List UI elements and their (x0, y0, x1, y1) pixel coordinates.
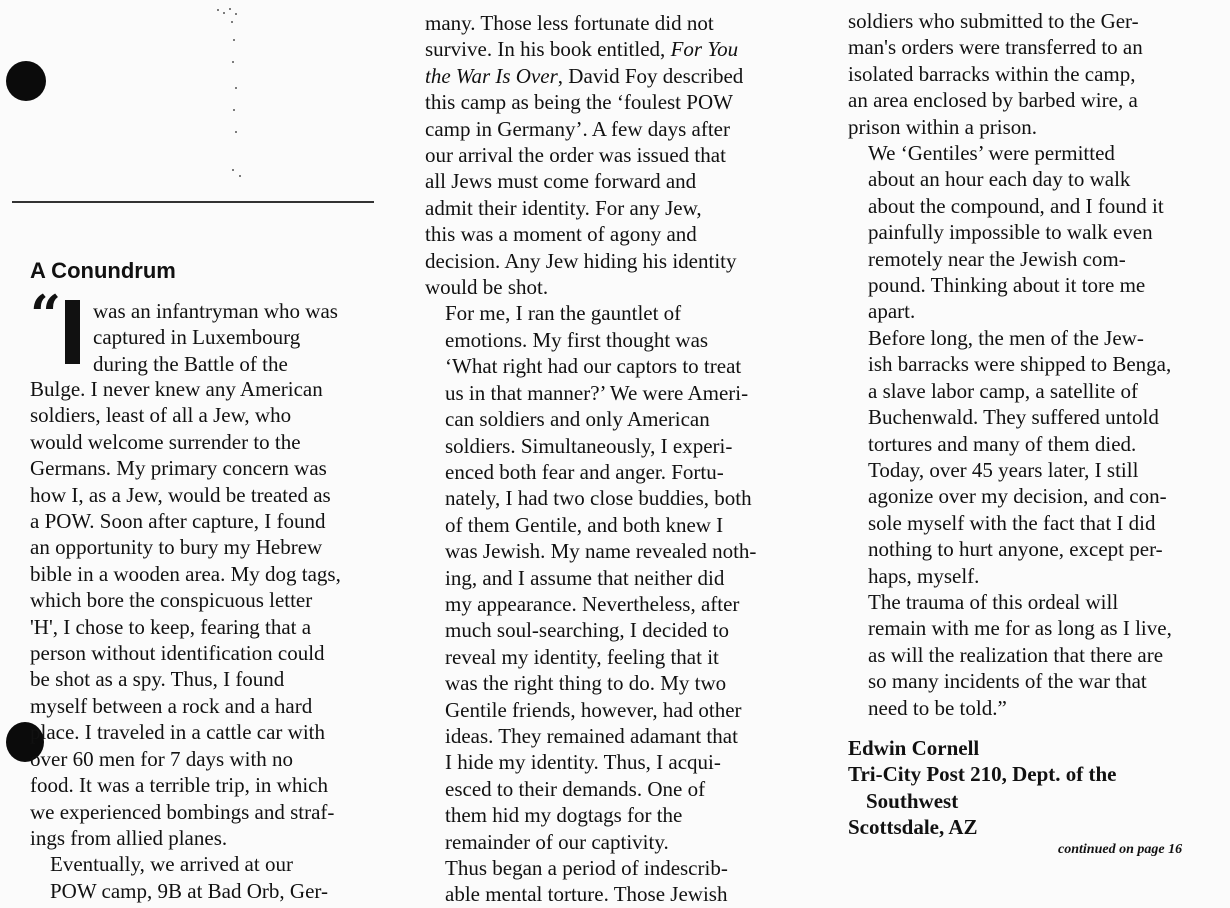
text-line: would be shot. (425, 275, 549, 300)
text-line: I hide my identity. Thus, I acqui- (445, 750, 721, 775)
text-line: esced to their demands. One of (445, 776, 706, 801)
text-line: nately, I had two close buddies, both (445, 486, 752, 511)
text-line: bible in a wooden area. My dog tags, (30, 561, 341, 586)
continued-note: continued on page 16 (1058, 842, 1183, 857)
text-line: our arrival the order was issued that (425, 143, 726, 168)
section-rule (12, 201, 374, 203)
author-location: Scottsdale, AZ (848, 815, 978, 840)
text-line: an area enclosed by barbed wire, a (848, 88, 1138, 113)
lead-paragraph (30, 283, 375, 378)
lead-lines (93, 298, 383, 377)
text-line: ings from allied planes. (30, 825, 228, 850)
text-line: haps, myself. (868, 563, 980, 588)
book-title: the War Is Over (425, 63, 558, 88)
paragraph (848, 8, 1210, 140)
text-line: POW camp, 9B at Bad Orb, Ger- (50, 878, 328, 903)
text-line: We ‘Gentiles’ were permitted (868, 141, 1115, 166)
column-2 (425, 10, 785, 908)
text-line: Before long, the men of the Jew- (868, 325, 1144, 350)
scan-specks (200, 0, 260, 190)
text-line (425, 63, 785, 89)
text-line: was Jewish. My name revealed noth- (445, 539, 757, 564)
text-line: isolated barracks within the camp, (848, 61, 1136, 86)
text-line: this was a moment of agony and (425, 222, 697, 247)
text-line: captured in Luxembourg (93, 325, 301, 350)
text-line: over 60 men for 7 days with no (30, 746, 294, 771)
text-line: painfully impossible to walk even (868, 220, 1153, 245)
text-line: us in that manner?’ We were Ameri- (445, 380, 749, 405)
text-line: soldiers. Simultaneously, I experi- (445, 433, 733, 458)
author-name: Edwin Cornell (848, 735, 980, 760)
text-line: an opportunity to bury my Hebrew (30, 535, 323, 560)
text-line: during the Battle of the (93, 351, 288, 376)
text-line: remainder of our captivity. (445, 829, 669, 854)
paragraph (425, 10, 785, 300)
text-line: food. It was a terrible trip, in which (30, 773, 328, 798)
text-line: pound. Thinking about it tore me (868, 273, 1146, 298)
text-line: ish barracks were shipped to Benga, (868, 352, 1172, 377)
text-line: many. Those less fortunate did not (425, 11, 714, 35)
text-line: The trauma of this ordeal will (868, 589, 1119, 614)
text-line: be shot as a spy. Thus, I found (30, 667, 285, 692)
text-line: much soul-searching, I decided to (445, 618, 729, 643)
text-line: about the compound, and I found it (868, 193, 1164, 218)
text-line: Thus began a period of indescrib- (445, 856, 728, 880)
punch-hole-top (6, 61, 46, 101)
text-line: sole myself with the fact that I did (868, 510, 1156, 535)
text-line: Buchenwald. They suffered untold (868, 405, 1159, 430)
text-line: ideas. They remained adamant that (445, 723, 738, 748)
text-line: Bulge. I never knew any American (30, 377, 323, 401)
book-title: For You (670, 37, 739, 62)
text-line: which bore the conspicuous letter (30, 588, 313, 613)
text-line: able mental torture. Those Jewish (445, 882, 728, 907)
text-line: ‘What right had our captors to treat (445, 354, 742, 379)
text-line: nothing to hurt anyone, except per- (868, 537, 1163, 562)
text-line: emotions. My first thought was (445, 327, 709, 352)
text-line: remotely near the Jewish com- (868, 246, 1126, 271)
author-post-line1: Tri-City Post 210, Dept. of the (848, 762, 1117, 787)
text-line: 'H', I chose to keep, fearing that a (30, 614, 312, 639)
text-line: Germans. My primary concern was (30, 456, 327, 481)
paragraph (848, 457, 1210, 589)
text-line: was an infantryman who was (93, 299, 338, 323)
text-line: this camp as being the ‘foulest POW (425, 90, 733, 115)
text-line: reveal my identity, feeling that it (445, 644, 719, 669)
text-line: of them Gentile, and both knew I (445, 512, 724, 537)
text-line: myself between a rock and a hard (30, 693, 313, 718)
text-line: about an hour each day to walk (868, 167, 1131, 192)
text-line: agonize over my decision, and con- (868, 484, 1167, 509)
text-line: my appearance. Nevertheless, after (445, 591, 740, 616)
text-line: a POW. Soon after capture, I found (30, 509, 326, 534)
text-line: decision. Any Jew hiding his identity (425, 248, 737, 273)
text-line: person without identification could (30, 641, 325, 666)
text-line: admit their identity. For any Jew, (425, 195, 702, 220)
text-line: so many incidents of the war that (868, 669, 1147, 694)
text-line (425, 36, 785, 62)
drop-cap-i (65, 300, 80, 364)
text-line: Today, over 45 years later, I still (868, 457, 1139, 482)
paragraph (30, 376, 375, 851)
paragraph (425, 300, 785, 855)
text-line: place. I traveled in a cattle car with (30, 720, 326, 745)
column-1-body (30, 376, 375, 904)
article-heading: A Conundrum (30, 258, 176, 283)
text-line: we experienced bombings and straf- (30, 799, 335, 824)
paragraph (425, 855, 785, 908)
text-line: was the right thing to do. My two (445, 671, 727, 696)
author-post-line2: Southwest (866, 788, 959, 813)
open-quote-mark: “ (30, 283, 62, 347)
text-line: would welcome surrender to the (30, 429, 301, 454)
paragraph (848, 140, 1210, 325)
text-line: them hid my dogtags for the (445, 803, 683, 828)
column-3 (848, 8, 1210, 841)
line-text: survive. In his book entitled, (425, 37, 671, 62)
text-line: as will the realization that there are (868, 642, 1164, 667)
text-line: ing, and I assume that neither did (445, 565, 725, 590)
paragraph (30, 851, 375, 904)
text-line: can soldiers and only American (445, 407, 710, 432)
text-line: remain with me for as long as I live, (868, 616, 1172, 641)
text-line: prison within a prison. (848, 114, 1037, 139)
text-line: man's orders were transferred to an (848, 35, 1143, 60)
text-line: tortures and many of them died. (868, 431, 1137, 456)
text-line: need to be told.” (868, 695, 1007, 720)
text-line: enced both fear and anger. Fortu- (445, 459, 724, 484)
text-line: how I, as a Jew, would be treated as (30, 482, 331, 507)
text-line: Gentile friends, however, had other (445, 697, 742, 722)
text-line: Eventually, we arrived at our (50, 852, 293, 877)
paragraph (848, 325, 1210, 457)
text-line: soldiers who submitted to the Ger- (848, 9, 1139, 33)
text-line: camp in Germany’. A few days after (425, 116, 730, 141)
text-line: all Jews must come forward and (425, 169, 697, 194)
text-line: soldiers, least of all a Jew, who (30, 403, 292, 428)
paragraph (848, 589, 1210, 721)
line-text: , David Foy described (557, 63, 744, 88)
text-line: a slave labor camp, a satellite of (868, 378, 1138, 403)
text-line: For me, I ran the gauntlet of (445, 301, 682, 326)
text-line: apart. (868, 299, 916, 324)
